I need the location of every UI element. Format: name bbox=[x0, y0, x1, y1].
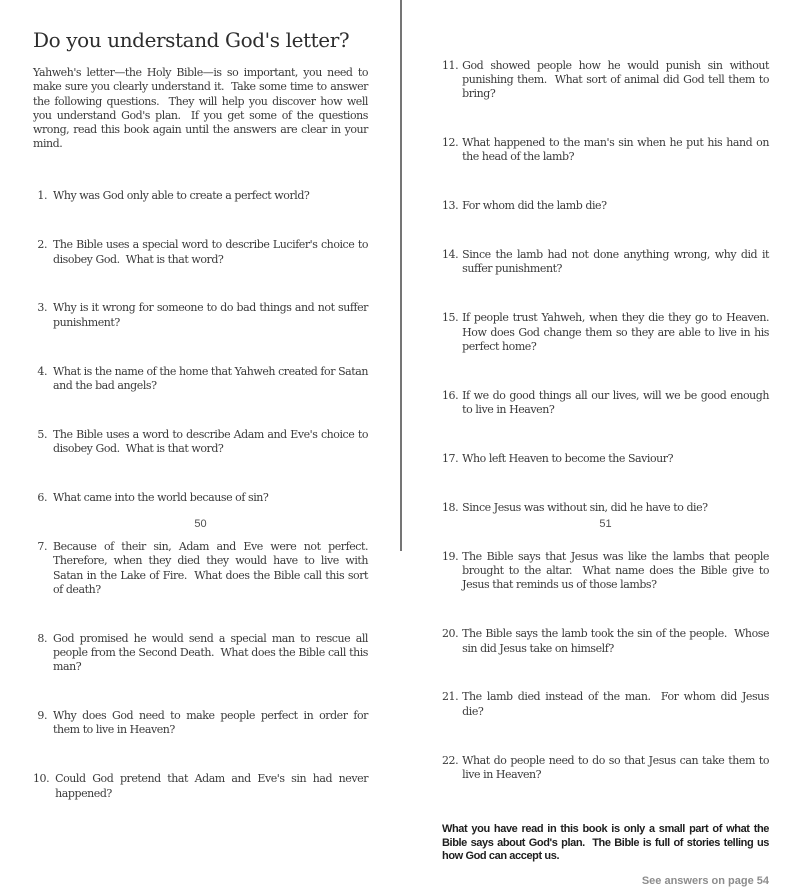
page-title: Do you understand God's letter? bbox=[33, 28, 350, 52]
page-number: 50 bbox=[194, 518, 207, 530]
question-number: 8. bbox=[37, 631, 47, 645]
question-item bbox=[33, 238, 372, 267]
question-number: 4. bbox=[37, 364, 47, 378]
question-number: 17. bbox=[442, 452, 459, 466]
question-item bbox=[442, 311, 776, 354]
question-number: 15. bbox=[442, 311, 459, 325]
question-text: God promised he would send a special man to rescue all people from the Second Death. What does the Bible call this man? bbox=[53, 631, 372, 674]
question-item bbox=[33, 631, 372, 675]
intro-paragraph: Yahweh's letter—the Holy Bible—is so important, you need to make sure you clearly understand it. Take some time to answer the following questions. They will help you discover how well you understand God's plan. If you get some of the questions wrong, read this book again until the answers are clear in your mind. bbox=[33, 66, 372, 151]
question-text: The Bible uses a special word to describe Lucifer's choice to disobey God. What is that word? bbox=[53, 238, 372, 266]
question-item bbox=[442, 549, 773, 593]
question-number: 21. bbox=[442, 690, 459, 704]
question-text: God showed people how he would punish sin without punishing them. What sort of animal did God tell them to bring? bbox=[462, 58, 773, 101]
question-number: 10. bbox=[33, 772, 50, 786]
question-item bbox=[442, 690, 773, 719]
question-number: 22. bbox=[442, 753, 459, 767]
question-text: The Bible says that Jesus was like the lambs that people brought to the altar. What name does the Bible give to Jesus that reminds us of those lambs? bbox=[462, 549, 773, 592]
page-left bbox=[0, 0, 400, 800]
question-item bbox=[442, 452, 769, 466]
question-text: Since Jesus was without sin, did he have to die? bbox=[462, 500, 708, 514]
question-number: 12. bbox=[442, 136, 459, 150]
question-item bbox=[33, 301, 372, 330]
question-text: Why is it wrong for someone to do bad things and not suffer punishment? bbox=[53, 301, 372, 329]
page-right bbox=[400, 0, 800, 887]
question-item bbox=[33, 427, 372, 457]
question-number: 2. bbox=[37, 238, 47, 252]
question-number: 9. bbox=[37, 709, 47, 723]
page-number: 51 bbox=[599, 518, 612, 530]
question-text: What is the name of the home that Yahweh created for Satan and the bad angels? bbox=[53, 364, 372, 392]
question-list-right bbox=[442, 30, 776, 811]
question-text: Could God pretend that Adam and Eve's sin had never happened? bbox=[55, 772, 372, 800]
question-number: 3. bbox=[37, 301, 47, 315]
question-number: 1. bbox=[37, 189, 47, 203]
question-item bbox=[442, 388, 773, 418]
question-item bbox=[33, 709, 372, 738]
question-number: 18. bbox=[442, 500, 459, 514]
question-number: 11. bbox=[442, 58, 459, 72]
question-item bbox=[442, 248, 773, 277]
page-left-content bbox=[33, 28, 375, 830]
question-number: 7. bbox=[37, 539, 47, 553]
question-text: If we do good things all our lives, will we be good enough to live in Heaven? bbox=[462, 388, 773, 417]
question-item bbox=[442, 501, 769, 515]
question-text: If people trust Yahweh, when they die they go to Heaven. How does God change them so they are able to live in his perfect home? bbox=[462, 311, 776, 353]
question-item bbox=[33, 772, 372, 801]
question-text: Since the lamb had not done anything wrong, why did it suffer punishment? bbox=[462, 248, 773, 276]
question-text: What do people need to do so that Jesus can take them to live in Heaven? bbox=[462, 753, 773, 781]
question-item bbox=[33, 539, 375, 597]
question-number: 20. bbox=[442, 627, 459, 641]
answers-note: See answers on page 54 bbox=[641, 875, 769, 887]
question-text: Why was God only able to create a perfect world? bbox=[53, 189, 310, 203]
question-item bbox=[442, 58, 773, 102]
question-number: 13. bbox=[442, 199, 459, 213]
question-number: 6. bbox=[37, 491, 47, 505]
question-item bbox=[33, 189, 368, 203]
question-text: Because of their sin, Adam and Eve were not perfect. Therefore, when they died they would have to live with Satan in the Lake of Fire. What does the Bible call this sort of death? bbox=[53, 539, 375, 596]
page-right-content bbox=[442, 30, 776, 887]
question-number: 19. bbox=[442, 549, 459, 563]
question-text: What happened to the man's sin when he put his hand on the head of the lamb? bbox=[462, 136, 773, 164]
question-text: For whom did the lamb die? bbox=[462, 199, 607, 213]
question-text: The lamb died instead of the man. For whom did Jesus die? bbox=[462, 690, 773, 718]
question-text: Why does God need to make people perfect in order for them to live in Heaven? bbox=[53, 709, 372, 737]
question-number: 16. bbox=[442, 388, 459, 402]
question-number: 14. bbox=[442, 248, 459, 262]
question-item bbox=[33, 364, 372, 394]
question-text: What came into the world because of sin? bbox=[53, 491, 269, 505]
question-item bbox=[442, 136, 773, 165]
question-text: The Bible uses a word to describe Adam and Eve's choice to disobey God. What is that word? bbox=[53, 427, 372, 456]
question-text: The Bible says the lamb took the sin of the people. Whose sin did Jesus take on himself? bbox=[462, 627, 773, 655]
closing-paragraph: What you have read in this book is only a small part of what the Bible says about God's plan. The Bible is full of stories telling us how God can accept us. bbox=[442, 822, 772, 863]
question-text: Who left Heaven to become the Saviour? bbox=[462, 452, 674, 466]
question-item bbox=[442, 753, 773, 783]
question-list-left bbox=[33, 161, 375, 830]
page-gutter-divider bbox=[400, 0, 402, 551]
question-item bbox=[442, 199, 769, 213]
question-number: 5. bbox=[37, 427, 47, 441]
question-item bbox=[442, 627, 773, 656]
question-item bbox=[33, 491, 368, 505]
